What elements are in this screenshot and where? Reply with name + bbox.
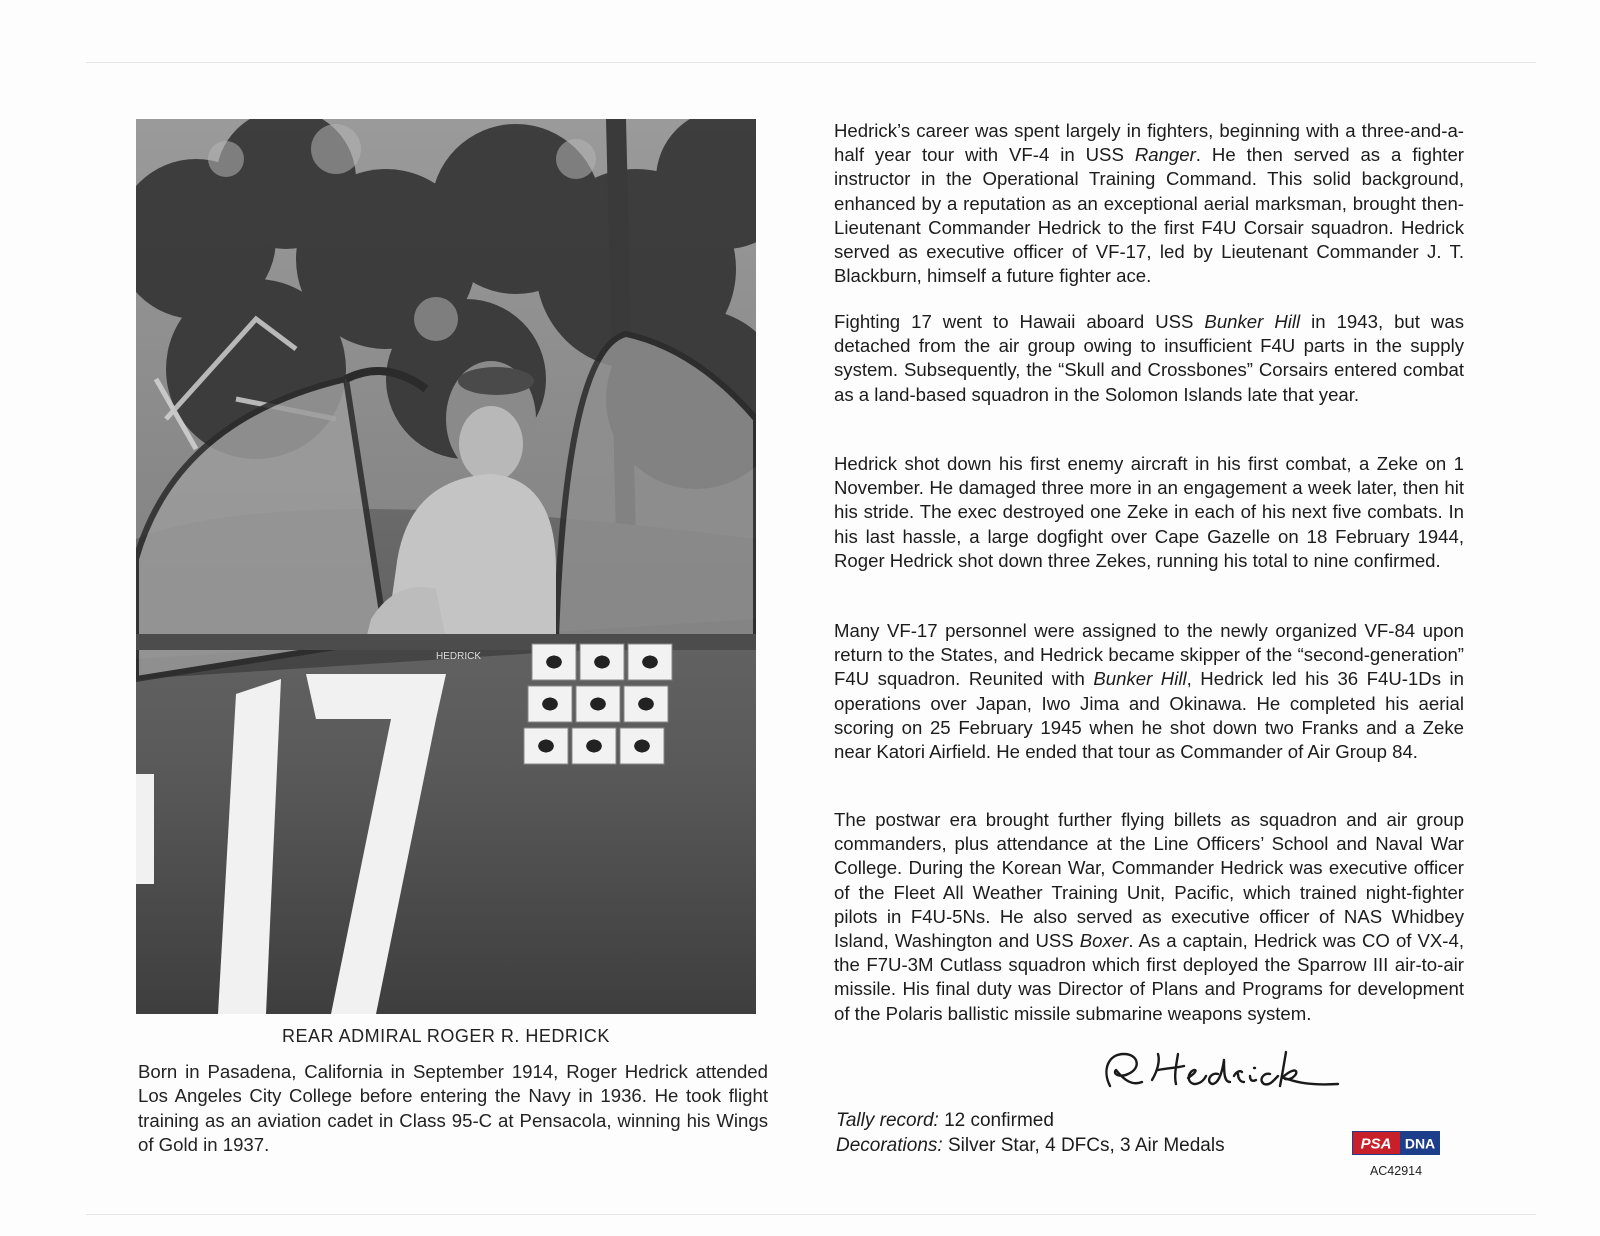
bottom-rule [86, 1214, 1536, 1215]
paragraph-text: Many VF-17 personnel were assigned to the newly organized VF-84 upon return to the States, and Hedrick became skipper of the “second-generation” F4U squadron. Reunited with [834, 620, 1464, 690]
bio-paragraph [834, 119, 1464, 288]
certificate-number: AC42914 [1369, 1164, 1423, 1178]
svg-text:DNA: DNA [1404, 1135, 1436, 1152]
caption-body: Born in Pasadena, California in September 1914, Roger Hedrick attended Los Angeles City College before entering the Navy in 1936. He took flight training as an aviation cadet in Class 95-C at Pensacola, winning his Wings of Gold in 1937. [138, 1061, 768, 1156]
tally-label: Tally record: [836, 1110, 939, 1131]
canopy-name-text: HEDRICK [436, 651, 482, 662]
paragraph-text: Hedrick shot down his first enemy aircraft in his first combat, a Zeke on 1 November. He damaged three more in an engagement a week later, then hit his stride. The exec destroyed one Zeke in each of his next five combats. In his last hassle, a large dogfight over Cape Gazelle on 18 February 1944, Roger Hedrick shot down three Zekes, running his total to nine confirmed. [834, 453, 1464, 571]
service-facts [836, 1108, 1225, 1158]
italic-title-text: Bunker Hill [1093, 668, 1187, 690]
bio-paragraph [834, 619, 1464, 764]
svg-text:PSA: PSA [1360, 1135, 1392, 1153]
decorations-value: Silver Star, 4 DFCs, 3 Air Medals [947, 1135, 1225, 1156]
paragraph-text: Fighting 17 went to Hawaii aboard USS [834, 311, 1205, 332]
bio-paragraph [834, 808, 1464, 1026]
decorations-label: Decorations: [836, 1135, 943, 1156]
caption-title: REAR ADMIRAL ROGER R. HEDRICK [282, 1026, 610, 1046]
autograph-signature [1098, 1040, 1348, 1102]
psa-dna-logo [1352, 1131, 1440, 1155]
bio-paragraph [834, 310, 1464, 407]
top-rule [86, 62, 1536, 63]
paragraph-text: . He then served as a fighter instructor in the Operational Training Command. This solid background, enhanced by a reputation as an exceptional aerial marksman, brought then-Lieutenant Commander Hedrick to the first F4U Corsair squadron. Hedrick served as executive officer of VF-17, led by Lieutenant Commander J. T. Blackburn, himself a future fighter ace. [834, 144, 1464, 287]
italic-title-text: Bunker Hill [1204, 311, 1301, 332]
paragraph-text: in 1943, but was detached from the air group owing to insufficient F4U parts in the supply system. Subsequently, the “Skull and Crossbones” Corsairs entered combat as a land-based squadron in the Solomon Islands late that year. [834, 311, 1464, 405]
pilot-photograph [136, 119, 756, 1014]
tally-value: 12 confirmed [944, 1110, 1054, 1131]
paragraph-text: The postwar era brought further flying billets as squadron and air group commanders, plus attendance at the Line Officers’ School and Naval War College. During the Korean War, Commander Hedrick was executive officer of the Fleet All Weather Training Unit, Pacific, which trained night-fighter pilots in F4U-5Ns. He also served as executive officer of NAS Whidbey Island, Washington and USS [834, 809, 1464, 952]
bio-paragraph [834, 452, 1464, 573]
italic-title-text: Boxer [1079, 930, 1129, 952]
italic-title-text: Ranger [1134, 144, 1196, 166]
paragraph-text: , Hedrick led his 36 F4U-1Ds in operations over Japan, Iwo Jima and Okinawa. He completed his aerial scoring on 25 February 1945 when he shot down two Franks and a Zeke near Katori Airfield. He ended that tour as Commander of Air Group 84. [834, 668, 1464, 763]
paragraph-text: Hedrick’s career was spent largely in fighters, beginning with a three-and-a-half year tour with VF-4 in USS [834, 120, 1464, 166]
paragraph-text: . As a captain, Hedrick was CO of VX-4, the F7U-3M Cutlass squadron which first deployed the Sparrow III air-to-air missile. His final duty was Director of Plans and Programs for development of the Polaris ballistic missile submarine weapons system. [834, 930, 1464, 1024]
